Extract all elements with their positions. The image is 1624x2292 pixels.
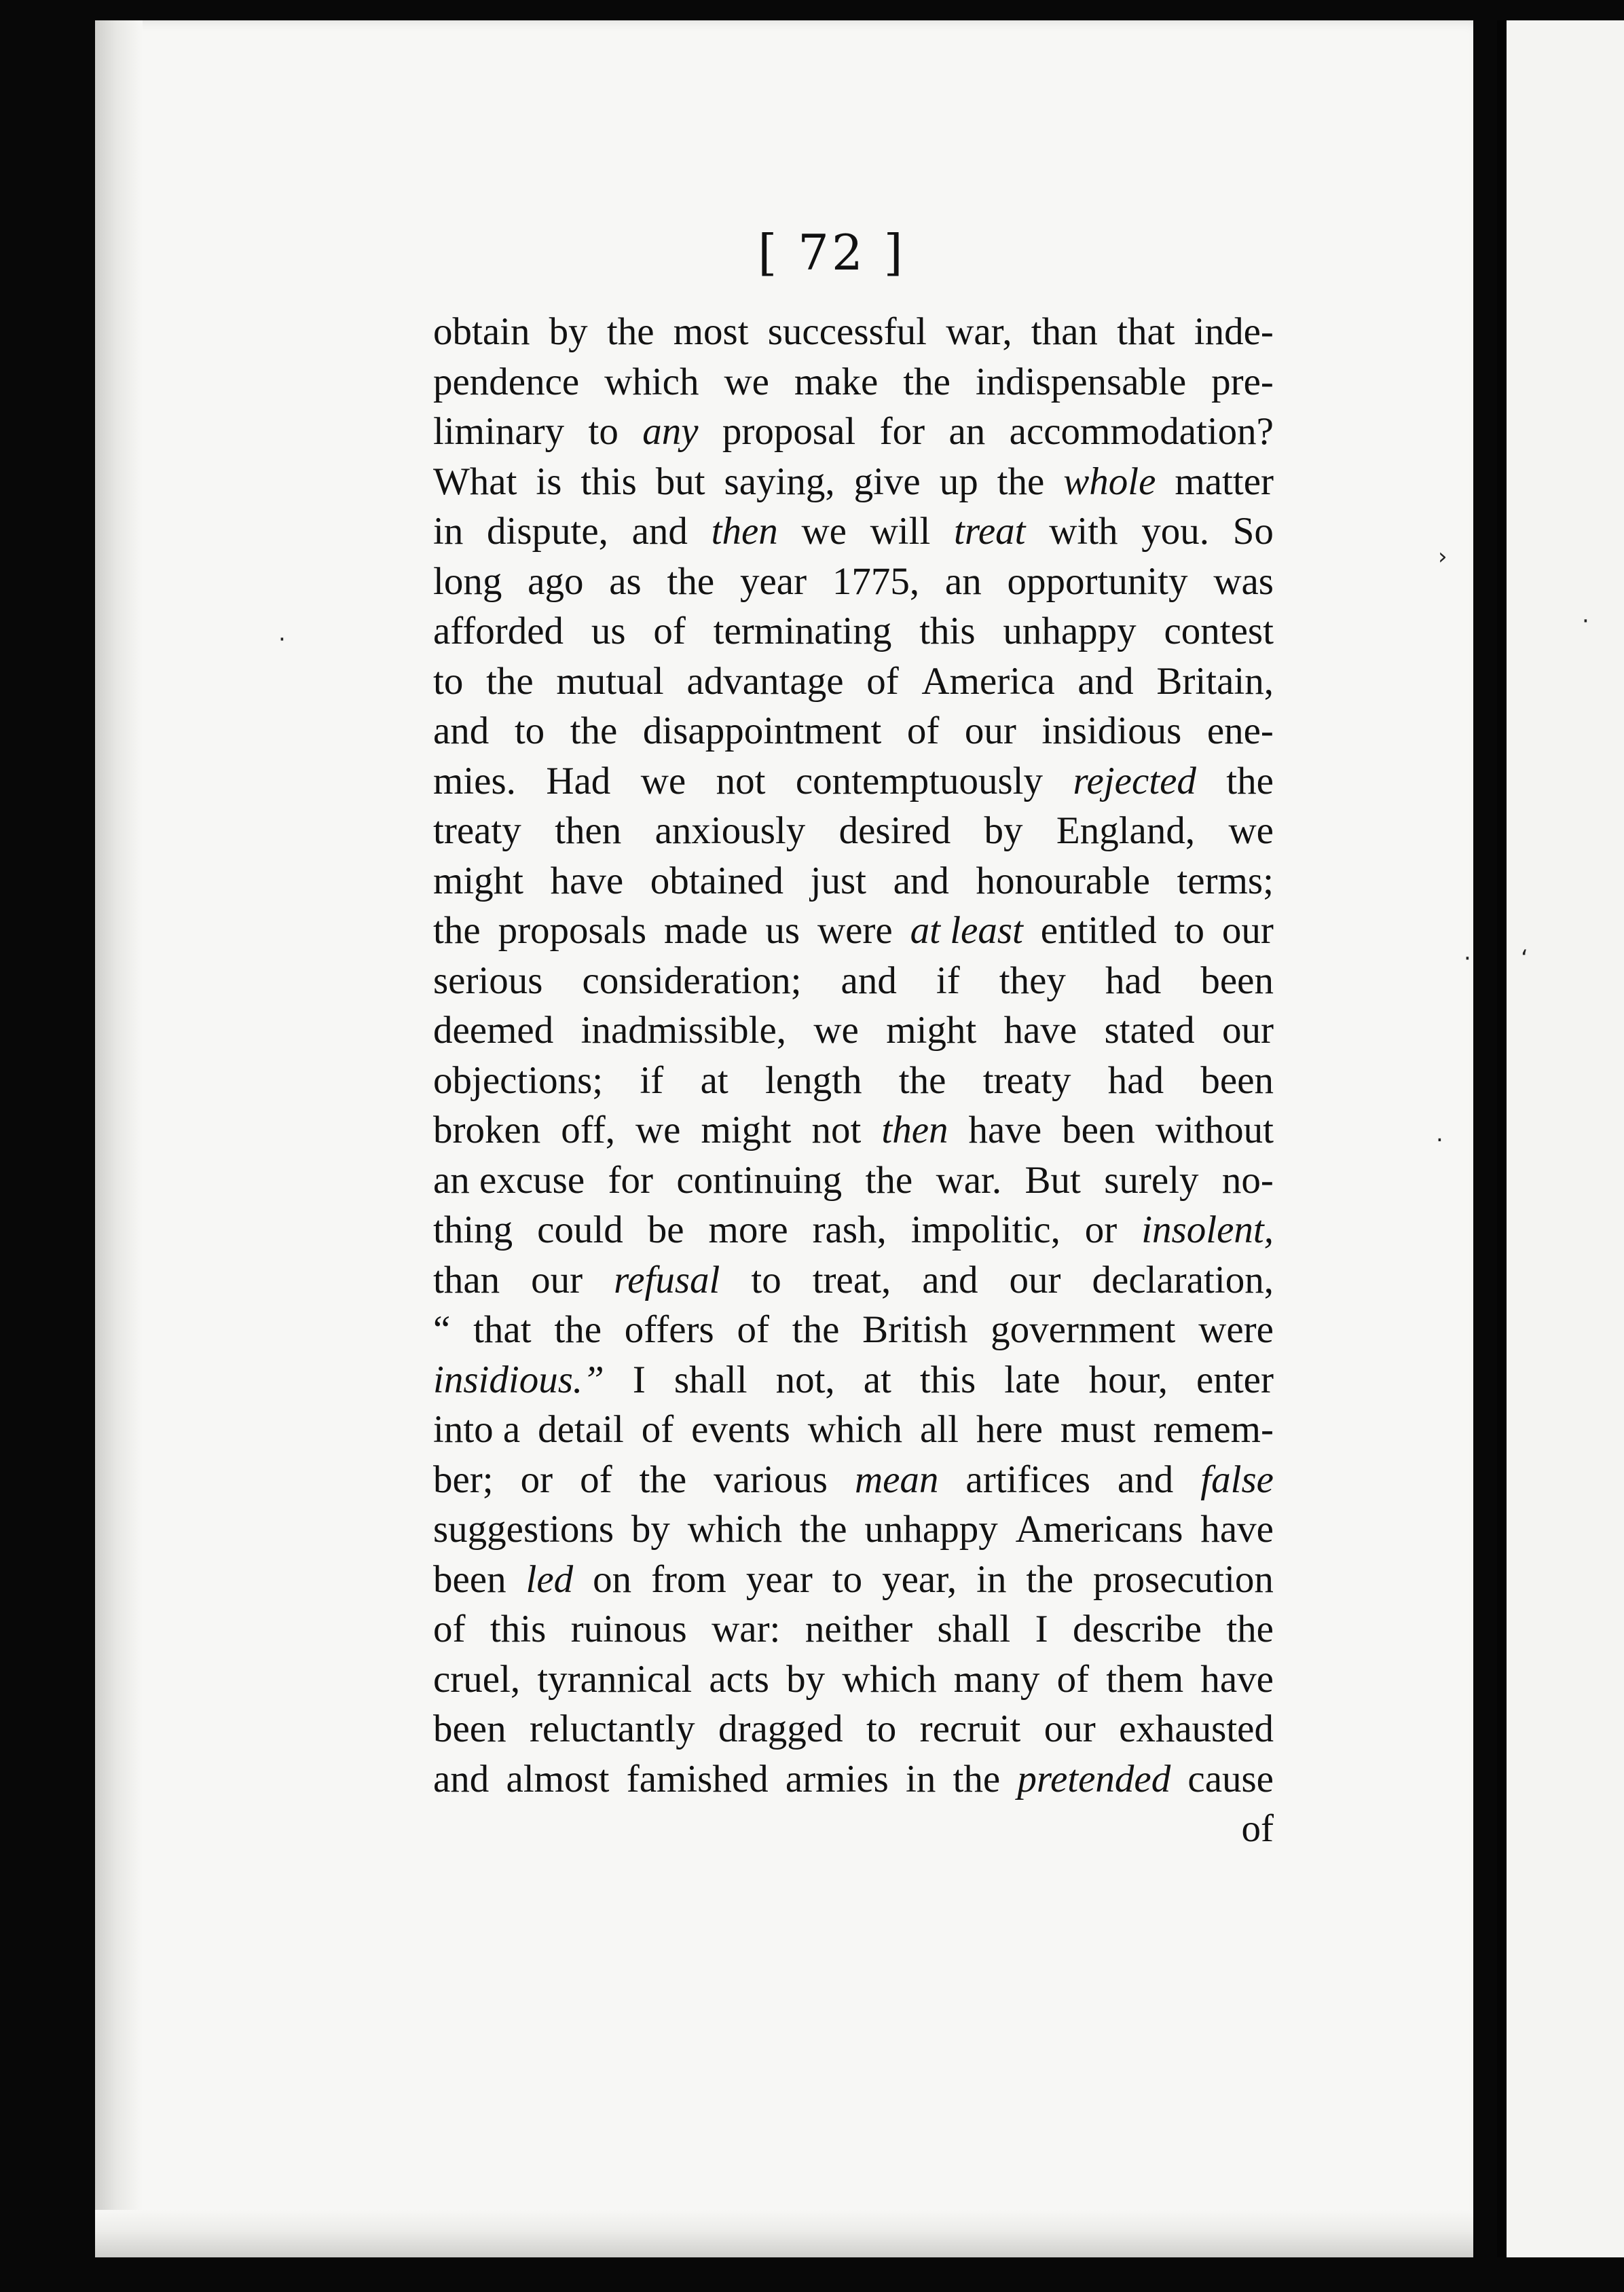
text-word: the — [606, 310, 654, 353]
text-word: rejected — [1073, 759, 1196, 802]
text-word: an excuse — [433, 1158, 585, 1202]
text-word: be — [647, 1208, 684, 1251]
text-word: here — [976, 1408, 1043, 1451]
text-word: for — [879, 410, 925, 453]
text-word: enter — [1196, 1358, 1274, 1401]
text-word: I — [1035, 1608, 1048, 1650]
text-word: which — [842, 1657, 937, 1701]
text-word: unhappy — [864, 1508, 998, 1551]
text-word: to — [866, 1707, 897, 1750]
text-word: with — [1049, 510, 1118, 553]
text-word: serious — [433, 959, 543, 1002]
text-line — [433, 1754, 1274, 1805]
text-word: an — [948, 410, 986, 453]
text-word: broken — [433, 1109, 541, 1151]
text-word: all — [919, 1408, 959, 1451]
text-word: terms; — [1177, 859, 1274, 902]
text-word: give — [853, 460, 921, 503]
text-word: our — [531, 1258, 583, 1301]
text-word: then — [555, 809, 622, 852]
text-word: which — [604, 360, 699, 403]
text-word: this — [919, 1358, 976, 1401]
text-word: I — [632, 1358, 646, 1401]
text-word: insidious.” — [433, 1358, 604, 1401]
text-word: declaration, — [1092, 1258, 1274, 1301]
text-line — [433, 307, 1274, 357]
text-word: recruit — [919, 1707, 1021, 1750]
text-line — [433, 806, 1274, 856]
text-word: the — [903, 360, 951, 403]
text-word: in — [976, 1557, 1007, 1601]
text-word: What — [433, 460, 517, 503]
text-line — [433, 1305, 1274, 1355]
text-word: events — [691, 1408, 790, 1451]
text-word: as — [609, 559, 642, 603]
text-word: than — [1031, 310, 1098, 353]
text-word: this — [580, 460, 637, 503]
text-word: an — [944, 559, 982, 603]
text-word: this — [919, 610, 976, 652]
margin-mark: ‘ — [1521, 945, 1528, 972]
text-word: and — [841, 959, 897, 1002]
text-word: matter — [1175, 460, 1274, 503]
text-line — [433, 357, 1274, 407]
text-word: we — [801, 510, 847, 553]
text-word: have — [1003, 1009, 1077, 1052]
text-word: length — [765, 1058, 862, 1102]
text-word: ago — [528, 559, 584, 603]
text-word: the — [554, 1308, 602, 1351]
text-word: we — [1228, 809, 1274, 852]
text-word: at — [700, 1058, 728, 1102]
text-word: proposal — [722, 410, 856, 453]
text-word: tyrannical — [537, 1657, 693, 1701]
text-word: not — [716, 759, 766, 802]
text-line — [433, 407, 1274, 457]
text-word: in — [433, 510, 464, 553]
text-word: treaty — [433, 809, 521, 852]
text-word: must — [1060, 1408, 1136, 1451]
text-word: of — [737, 1308, 769, 1351]
text-word: suggestions — [433, 1508, 614, 1551]
text-word: of — [653, 610, 686, 652]
text-word: or — [520, 1458, 553, 1501]
text-word: advantage — [686, 659, 844, 703]
text-word: acts — [709, 1657, 769, 1701]
text-word: saying, — [724, 460, 835, 503]
text-line — [433, 856, 1274, 906]
text-word: without — [1155, 1109, 1274, 1151]
text-word: led — [525, 1557, 574, 1601]
text-line — [433, 1156, 1274, 1206]
text-line — [433, 756, 1274, 807]
text-word: us — [765, 909, 800, 952]
text-word: or — [1084, 1208, 1118, 1251]
text-word: might — [886, 1009, 977, 1052]
text-word: pendence — [433, 360, 580, 403]
text-line — [433, 1205, 1274, 1255]
text-word: deemed — [433, 1009, 554, 1052]
text-word: could — [537, 1208, 623, 1251]
text-word: the — [570, 709, 618, 752]
text-word: dragged — [718, 1707, 843, 1750]
text-word: that — [1117, 310, 1175, 353]
text-word: of — [641, 1408, 674, 1451]
text-word: America — [921, 659, 1055, 703]
text-word: anxiously — [654, 809, 806, 852]
text-word: mutual — [556, 659, 664, 703]
text-word: will — [870, 510, 931, 553]
text-word: treaty — [982, 1058, 1071, 1102]
text-word: the — [997, 460, 1045, 503]
text-word: treat — [953, 510, 1026, 553]
text-word: then — [711, 510, 778, 553]
text-word: were — [817, 909, 893, 952]
text-word: had — [1105, 959, 1162, 1002]
text-word: off, — [561, 1109, 615, 1151]
text-word: to — [588, 410, 619, 453]
text-word: liminary — [433, 410, 565, 453]
text-word: by — [631, 1508, 670, 1551]
text-word: no- — [1221, 1158, 1274, 1202]
text-word: and — [1117, 1458, 1174, 1501]
text-word: pretended — [1017, 1757, 1171, 1800]
text-word: late — [1004, 1358, 1060, 1401]
text-word: might — [433, 859, 524, 902]
text-word: been — [433, 1557, 506, 1601]
text-word: Had — [546, 759, 611, 802]
text-word: this — [490, 1608, 547, 1650]
text-word: you. — [1141, 510, 1209, 553]
text-word: obtain — [433, 310, 530, 353]
text-word: government — [991, 1308, 1176, 1351]
text-word: up — [939, 460, 978, 503]
text-word: the — [1226, 759, 1274, 802]
text-word: if — [640, 1058, 664, 1102]
text-word: then — [881, 1109, 948, 1151]
text-word: been — [433, 1707, 506, 1750]
text-word: they — [999, 959, 1066, 1002]
text-word: ber; — [433, 1458, 494, 1501]
text-word: cruel, — [433, 1657, 521, 1701]
text-word: insolent, — [1141, 1208, 1274, 1251]
text-word: on — [593, 1557, 632, 1601]
text-word: the — [433, 909, 481, 952]
text-word: the — [667, 559, 715, 603]
text-word: year, — [882, 1557, 957, 1601]
page-text — [433, 307, 1274, 1854]
page-bottom-edge — [95, 2210, 1473, 2257]
text-word: impolitic, — [910, 1208, 1060, 1251]
text-line — [433, 1005, 1274, 1056]
text-word: we — [635, 1109, 681, 1151]
text-word: ruinous — [570, 1608, 687, 1650]
text-word: is — [536, 460, 562, 503]
text-line — [433, 1355, 1274, 1405]
text-word: unhappy — [1003, 610, 1137, 652]
text-word: of — [1056, 1657, 1090, 1701]
margin-mark: . — [1436, 1120, 1443, 1147]
text-line — [433, 1405, 1274, 1455]
text-line — [433, 557, 1274, 607]
catchword: of — [1241, 1807, 1274, 1850]
text-word: year — [739, 559, 807, 603]
text-word: false — [1200, 1458, 1274, 1501]
text-word: have — [550, 859, 624, 902]
text-word: our — [964, 709, 1016, 752]
text-word: reluctantly — [529, 1707, 695, 1750]
text-word: in — [906, 1757, 936, 1800]
text-word: opportunity — [1007, 559, 1188, 603]
text-word: describe — [1072, 1608, 1202, 1650]
text-word: been — [1200, 1058, 1274, 1102]
text-word: might — [701, 1109, 792, 1151]
text-word: made — [663, 909, 748, 952]
text-word: consideration; — [582, 959, 802, 1002]
text-word: the — [799, 1508, 847, 1551]
text-line — [433, 457, 1274, 507]
text-word: if — [936, 959, 960, 1002]
text-word: 1775, — [832, 559, 920, 603]
text-line — [433, 1504, 1274, 1555]
text-word: almost — [506, 1757, 610, 1800]
text-word: the — [865, 1158, 913, 1202]
text-word: contest — [1164, 610, 1274, 652]
text-word: war, — [946, 310, 1012, 353]
text-word: make — [794, 360, 879, 403]
text-word: famished — [626, 1757, 769, 1800]
text-word: our — [1221, 1009, 1274, 1052]
text-word: shall — [673, 1358, 748, 1401]
page-gutter-shadow — [95, 20, 143, 2257]
text-word: to — [832, 1557, 863, 1601]
text-word: armies — [785, 1757, 889, 1800]
text-word: contemptuously — [795, 759, 1044, 802]
text-word: for — [608, 1158, 653, 1202]
text-word: cause — [1187, 1757, 1274, 1800]
text-word: just — [810, 859, 866, 902]
text-line — [433, 906, 1274, 956]
text-word: inde- — [1194, 310, 1274, 353]
text-line — [433, 706, 1274, 756]
text-word: been — [1062, 1109, 1135, 1151]
text-word: surely — [1104, 1158, 1199, 1202]
text-word: indispensable — [975, 360, 1187, 403]
text-word: of — [866, 659, 899, 703]
text-word: the — [1226, 1608, 1274, 1650]
text-line — [433, 1455, 1274, 1505]
text-word: offers — [624, 1308, 714, 1351]
text-word: mies. — [433, 759, 516, 802]
text-word: dispute, — [487, 510, 608, 553]
text-word: of — [433, 1608, 466, 1650]
text-word: pre- — [1211, 360, 1274, 403]
text-word: disappointment — [642, 709, 882, 752]
text-word: by — [984, 809, 1023, 852]
text-word: proposals — [498, 909, 647, 952]
text-word: to — [1174, 909, 1204, 952]
text-word: “ — [433, 1308, 451, 1351]
text-word: ene- — [1206, 709, 1274, 752]
text-word: most — [673, 310, 749, 353]
text-line — [433, 1056, 1274, 1106]
text-word: which — [807, 1408, 903, 1451]
text-word: us — [591, 610, 626, 652]
text-word: the — [792, 1308, 840, 1351]
text-word: by — [549, 310, 588, 353]
text-word: was — [1213, 559, 1274, 603]
text-word: the — [486, 659, 534, 703]
text-word: stated — [1104, 1009, 1195, 1052]
text-word: hour, — [1088, 1358, 1168, 1401]
text-word: more — [708, 1208, 788, 1251]
text-word: to — [433, 659, 464, 703]
text-word: year — [745, 1557, 813, 1601]
text-word: we — [640, 759, 686, 802]
text-word: have — [1200, 1657, 1274, 1701]
text-word: inadmissible, — [580, 1009, 787, 1052]
text-word: and — [631, 510, 688, 553]
text-word: rash, — [812, 1208, 887, 1251]
text-word: at least — [910, 909, 1023, 952]
text-word: our — [1221, 909, 1274, 952]
text-word: honourable — [976, 859, 1150, 902]
text-line — [433, 1255, 1274, 1306]
text-word: remem- — [1153, 1408, 1274, 1451]
text-word: prosecution — [1092, 1557, 1274, 1601]
text-word: treat, — [812, 1258, 891, 1301]
text-word: shall — [937, 1608, 1011, 1650]
margin-mark: › — [1438, 543, 1447, 570]
text-word: our — [1044, 1707, 1096, 1750]
text-word: artifices — [965, 1458, 1090, 1501]
text-word: from — [651, 1557, 726, 1601]
text-word: detail — [538, 1408, 624, 1451]
text-word: objections; — [433, 1058, 604, 1102]
catchword-line — [433, 1804, 1274, 1854]
text-word: been — [1200, 959, 1274, 1002]
text-word: accommodation? — [1009, 410, 1274, 453]
text-line — [433, 1604, 1274, 1655]
text-word: not, — [775, 1358, 835, 1401]
text-word: thing — [433, 1208, 513, 1251]
text-word: not — [811, 1109, 862, 1151]
text-line — [433, 1105, 1274, 1156]
text-word: entitled — [1040, 909, 1157, 952]
page-number: [ 72 ] — [758, 224, 906, 281]
text-word: our — [1009, 1258, 1061, 1301]
text-word: into a — [433, 1408, 521, 1451]
text-word: mean — [854, 1458, 939, 1501]
text-word: them — [1106, 1657, 1184, 1701]
text-word: that — [473, 1308, 532, 1351]
text-word: war: — [712, 1608, 781, 1650]
text-word: and — [433, 1757, 490, 1800]
text-word: we — [813, 1009, 859, 1052]
text-word: various — [714, 1458, 828, 1501]
facing-page-edge — [1497, 20, 1624, 2257]
text-line — [433, 657, 1274, 707]
text-word: had — [1107, 1058, 1164, 1102]
text-line — [433, 506, 1274, 557]
text-word: and — [433, 709, 490, 752]
text-word: and — [893, 859, 949, 902]
text-word: and — [1077, 659, 1134, 703]
text-word: desired — [838, 809, 951, 852]
text-word: insidious — [1041, 709, 1182, 752]
text-word: the — [1026, 1557, 1074, 1601]
text-word: have — [968, 1109, 1042, 1151]
text-word: by — [786, 1657, 826, 1701]
text-word: any — [642, 410, 699, 453]
margin-mark: · — [1464, 945, 1471, 972]
text-word: neither — [805, 1608, 913, 1650]
text-word: Britain, — [1156, 659, 1274, 703]
text-line — [433, 956, 1274, 1006]
text-line — [433, 1704, 1274, 1754]
text-line — [433, 1655, 1274, 1705]
text-word: were — [1198, 1308, 1274, 1351]
text-word: So — [1232, 510, 1274, 553]
text-word: we — [724, 360, 769, 403]
text-word: afforded — [433, 610, 564, 652]
text-word: exhausted — [1119, 1707, 1274, 1750]
text-word: the — [898, 1058, 946, 1102]
text-word: British — [862, 1308, 968, 1351]
text-word: than — [433, 1258, 500, 1301]
text-word: successful — [767, 310, 927, 353]
text-word: long — [433, 559, 502, 603]
margin-mark: · — [1582, 608, 1589, 635]
text-word: have — [1200, 1508, 1274, 1551]
text-word: and — [922, 1258, 978, 1301]
text-word: at — [863, 1358, 891, 1401]
text-word: refusal — [614, 1258, 720, 1301]
text-word: many — [953, 1657, 1040, 1701]
text-word: the — [953, 1757, 1001, 1800]
text-word: But — [1025, 1158, 1081, 1202]
text-word: war. — [936, 1158, 1002, 1202]
text-word: to — [514, 709, 545, 752]
text-word: Americans — [1015, 1508, 1183, 1551]
text-word: whole — [1063, 460, 1156, 503]
text-word: obtained — [650, 859, 784, 902]
text-word: the — [639, 1458, 687, 1501]
text-word: continuing — [676, 1158, 843, 1202]
text-word: of — [906, 709, 940, 752]
text-word: England, — [1056, 809, 1196, 852]
text-word: which — [687, 1508, 783, 1551]
margin-mark: · — [278, 626, 286, 653]
text-line — [433, 1555, 1274, 1605]
text-word: of — [580, 1458, 612, 1501]
text-word: but — [655, 460, 705, 503]
text-line — [433, 606, 1274, 657]
text-word: terminating — [713, 610, 892, 652]
text-word: to — [751, 1258, 781, 1301]
